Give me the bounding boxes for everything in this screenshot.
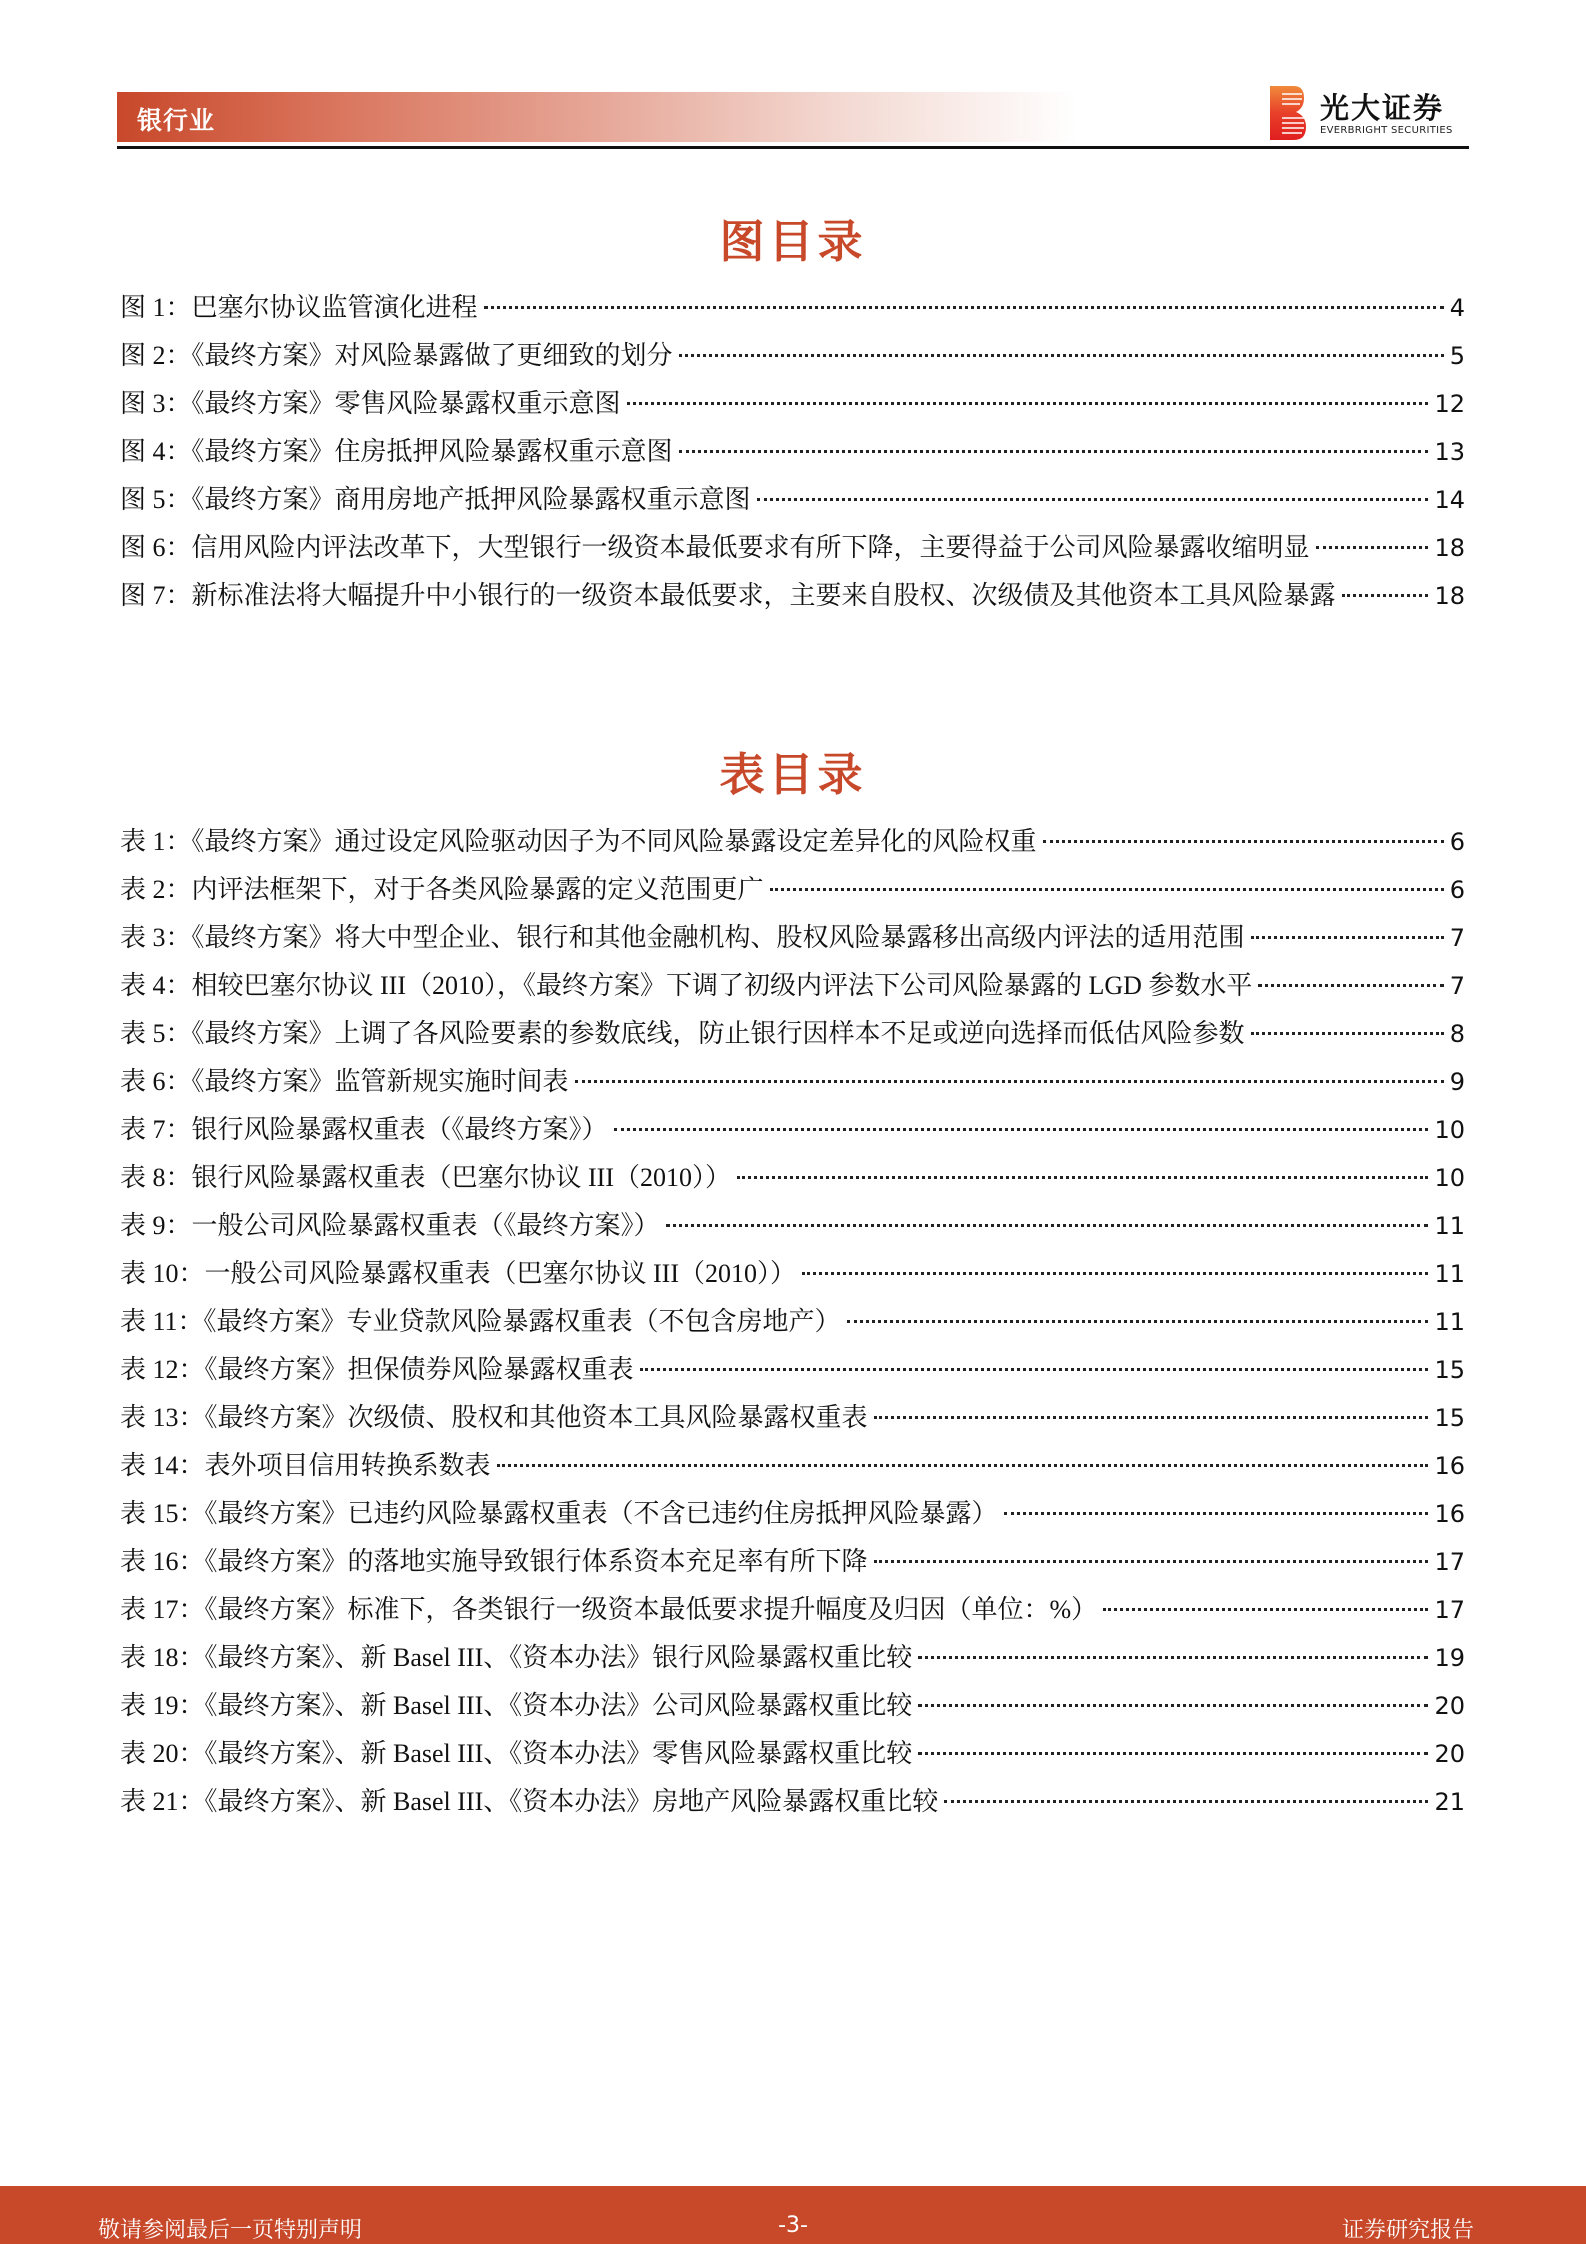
header-gradient-band [117, 92, 1077, 142]
dot-leader [484, 306, 1444, 309]
toc-entry-page: 18 [1434, 582, 1465, 610]
toc-entry-label: 表 6：《最终方案》监管新规实施时间表 [120, 1067, 569, 1096]
toc-entry-table-14[interactable] [120, 1442, 1465, 1490]
toc-entry-table-17[interactable] [120, 1586, 1465, 1634]
toc-entry-figure-5[interactable] [120, 476, 1465, 524]
toc-entry-label: 图 7：新标准法将大幅提升中小银行的一级资本最低要求，主要来自股权、次级债及其他资本工具风险暴露 [120, 581, 1336, 610]
toc-entry-label: 表 5：《最终方案》上调了各风险要素的参数底线，防止银行因样本不足或逆向选择而低估风险参数 [120, 1019, 1245, 1048]
toc-entry-label: 表 10：一般公司风险暴露权重表（巴塞尔协议 III（2010）） [120, 1259, 796, 1288]
figures-toc-title: 图目录 [719, 215, 867, 268]
brand-name-en: EVERBRIGHT SECURITIES [1320, 125, 1453, 136]
page-footer [0, 2186, 1586, 2244]
toc-entry-page: 20 [1434, 1692, 1465, 1720]
toc-entry-label: 图 4：《最终方案》住房抵押风险暴露权重示意图 [120, 437, 673, 466]
dot-leader [770, 888, 1444, 891]
toc-entry-table-8[interactable] [120, 1154, 1465, 1202]
toc-entry-table-12[interactable] [120, 1346, 1465, 1394]
toc-entry-label: 表 17：《最终方案》标准下，各类银行一级资本最低要求提升幅度及归因（单位：%） [120, 1595, 1098, 1624]
tables-toc-title: 表目录 [719, 748, 867, 801]
dot-leader [918, 1704, 1428, 1707]
toc-entry-table-6[interactable] [120, 1058, 1465, 1106]
dot-leader [666, 1224, 1429, 1227]
toc-entry-page: 14 [1434, 486, 1465, 514]
toc-entry-table-9[interactable] [120, 1202, 1465, 1250]
dot-leader [679, 354, 1444, 357]
dot-leader [614, 1128, 1429, 1131]
footer-disclaimer: 敬请参阅最后一页特别声明 [98, 2218, 363, 2243]
toc-entry-table-2[interactable] [120, 866, 1465, 914]
toc-entry-table-21[interactable] [120, 1778, 1465, 1826]
footer-doc-type: 证券研究报告 [1341, 2218, 1474, 2243]
toc-entry-label: 表 14：表外项目信用转换系数表 [120, 1451, 491, 1480]
toc-entry-label: 图 1：巴塞尔协议监管演化进程 [120, 293, 478, 322]
toc-entry-figure-3[interactable] [120, 380, 1465, 428]
toc-entry-table-7[interactable] [120, 1106, 1465, 1154]
toc-entry-table-5[interactable] [120, 1010, 1465, 1058]
toc-entry-page: 18 [1434, 534, 1465, 562]
dot-leader [1103, 1608, 1428, 1611]
dot-leader [575, 1080, 1444, 1083]
toc-entry-page: 16 [1434, 1452, 1465, 1480]
toc-entry-label: 表 11：《最终方案》专业贷款风险暴露权重表（不包含房地产） [120, 1307, 841, 1336]
dot-leader [874, 1560, 1429, 1563]
toc-entry-label: 图 2：《最终方案》对风险暴露做了更细致的划分 [120, 341, 673, 370]
toc-entry-figure-6[interactable] [120, 524, 1465, 572]
toc-entry-page: 21 [1434, 1788, 1465, 1816]
dot-leader [944, 1800, 1428, 1803]
toc-entry-label: 表 4：相较巴塞尔协议 III（2010），《最终方案》下调了初级内评法下公司风险暴露的 LGD 参数水平 [120, 971, 1253, 1000]
dot-leader [1251, 936, 1444, 939]
toc-entry-label: 表 16：《最终方案》的落地实施导致银行体系资本充足率有所下降 [120, 1547, 868, 1576]
toc-entry-table-1[interactable] [120, 818, 1465, 866]
footer-page-number: -3- [778, 2213, 808, 2238]
toc-entry-page: 5 [1449, 342, 1465, 370]
toc-entry-table-19[interactable] [120, 1682, 1465, 1730]
toc-entry-figure-7[interactable] [120, 572, 1465, 620]
toc-entry-page: 6 [1449, 828, 1465, 856]
toc-entry-table-18[interactable] [120, 1634, 1465, 1682]
toc-entry-page: 17 [1434, 1596, 1465, 1624]
toc-entry-page: 12 [1434, 390, 1465, 418]
toc-entry-page: 11 [1434, 1308, 1465, 1336]
toc-entry-page: 10 [1434, 1116, 1465, 1144]
dot-leader [874, 1416, 1429, 1419]
toc-entry-page: 7 [1449, 972, 1465, 1000]
toc-entry-figure-4[interactable] [120, 428, 1465, 476]
toc-entry-page: 15 [1434, 1404, 1465, 1432]
dot-leader [497, 1464, 1429, 1467]
dot-leader [1043, 840, 1444, 843]
toc-entry-label: 图 5：《最终方案》商用房地产抵押风险暴露权重示意图 [120, 485, 751, 514]
dot-leader [1258, 984, 1443, 987]
page-header [117, 92, 1469, 142]
toc-entry-page: 13 [1434, 438, 1465, 466]
toc-entry-label: 表 7：银行风险暴露权重表（《最终方案》） [120, 1115, 608, 1144]
dot-leader [1251, 1032, 1444, 1035]
toc-entry-page: 6 [1449, 876, 1465, 904]
toc-entry-label: 图 3：《最终方案》零售风险暴露权重示意图 [120, 389, 621, 418]
toc-entry-figure-2[interactable] [120, 332, 1465, 380]
toc-entry-page: 20 [1434, 1740, 1465, 1768]
toc-entry-table-3[interactable] [120, 914, 1465, 962]
dot-leader [679, 450, 1429, 453]
tables-toc-list [120, 818, 1465, 1826]
dot-leader [847, 1320, 1429, 1323]
toc-entry-page: 9 [1449, 1068, 1465, 1096]
toc-entry-page: 8 [1449, 1020, 1465, 1048]
toc-entry-page: 10 [1434, 1164, 1465, 1192]
toc-entry-table-10[interactable] [120, 1250, 1465, 1298]
figures-toc-list [120, 284, 1465, 620]
toc-entry-page: 19 [1434, 1644, 1465, 1672]
toc-entry-label: 表 9：一般公司风险暴露权重表（《最终方案》） [120, 1211, 660, 1240]
toc-entry-label: 表 1：《最终方案》通过设定风险驱动因子为不同风险暴露设定差异化的风险权重 [120, 827, 1037, 856]
toc-entry-label: 表 20：《最终方案》、新 Basel III、《资本办法》零售风险暴露权重比较 [120, 1739, 913, 1768]
toc-entry-table-11[interactable] [120, 1298, 1465, 1346]
dot-leader [757, 498, 1429, 501]
toc-entry-label: 表 2：内评法框架下，对于各类风险暴露的定义范围更广 [120, 875, 764, 904]
dot-leader [1004, 1512, 1429, 1515]
industry-label: 银行业 [137, 106, 216, 135]
dot-leader [1316, 546, 1429, 549]
toc-entry-label: 表 15：《最终方案》已违约风险暴露权重表（不含已违约住房抵押风险暴露） [120, 1499, 998, 1528]
toc-entry-page: 7 [1449, 924, 1465, 952]
toc-entry-table-16[interactable] [120, 1538, 1465, 1586]
brand-logo [1268, 84, 1468, 144]
toc-entry-label: 表 19：《最终方案》、新 Basel III、《资本办法》公司风险暴露权重比较 [120, 1691, 913, 1720]
toc-entry-label: 表 21：《最终方案》、新 Basel III、《资本办法》房地产风险暴露权重比较 [120, 1787, 939, 1816]
dot-leader [640, 1368, 1429, 1371]
toc-entry-label: 图 6：信用风险内评法改革下，大型银行一级资本最低要求有所下降，主要得益于公司风险暴露收缩明显 [120, 533, 1310, 562]
dot-leader [1342, 594, 1429, 597]
toc-entry-label: 表 3：《最终方案》将大中型企业、银行和其他金融机构、股权风险暴露移出高级内评法的适用范围 [120, 923, 1245, 952]
brand-name-cn: 光大证券 [1320, 91, 1445, 125]
toc-entry-page: 4 [1449, 294, 1465, 322]
toc-entry-page: 16 [1434, 1500, 1465, 1528]
toc-entry-page: 11 [1434, 1260, 1465, 1288]
dot-leader [627, 402, 1429, 405]
toc-entry-figure-1[interactable] [120, 284, 1465, 332]
toc-entry-page: 11 [1434, 1212, 1465, 1240]
toc-entry-table-4[interactable] [120, 962, 1465, 1010]
header-divider [117, 146, 1469, 149]
toc-entry-label: 表 12：《最终方案》担保债券风险暴露权重表 [120, 1355, 634, 1384]
everbright-logo-icon [1268, 84, 1308, 142]
dot-leader [918, 1656, 1428, 1659]
dot-leader [737, 1176, 1428, 1179]
toc-entry-label: 表 13：《最终方案》次级债、股权和其他资本工具风险暴露权重表 [120, 1403, 868, 1432]
toc-entry-table-13[interactable] [120, 1394, 1465, 1442]
toc-entry-page: 17 [1434, 1548, 1465, 1576]
toc-entry-page: 15 [1434, 1356, 1465, 1384]
toc-entry-label: 表 18：《最终方案》、新 Basel III、《资本办法》银行风险暴露权重比较 [120, 1643, 913, 1672]
dot-leader [918, 1752, 1428, 1755]
toc-entry-table-20[interactable] [120, 1730, 1465, 1778]
dot-leader [802, 1272, 1428, 1275]
toc-entry-label: 表 8：银行风险暴露权重表（巴塞尔协议 III（2010）） [120, 1163, 731, 1192]
toc-entry-table-15[interactable] [120, 1490, 1465, 1538]
